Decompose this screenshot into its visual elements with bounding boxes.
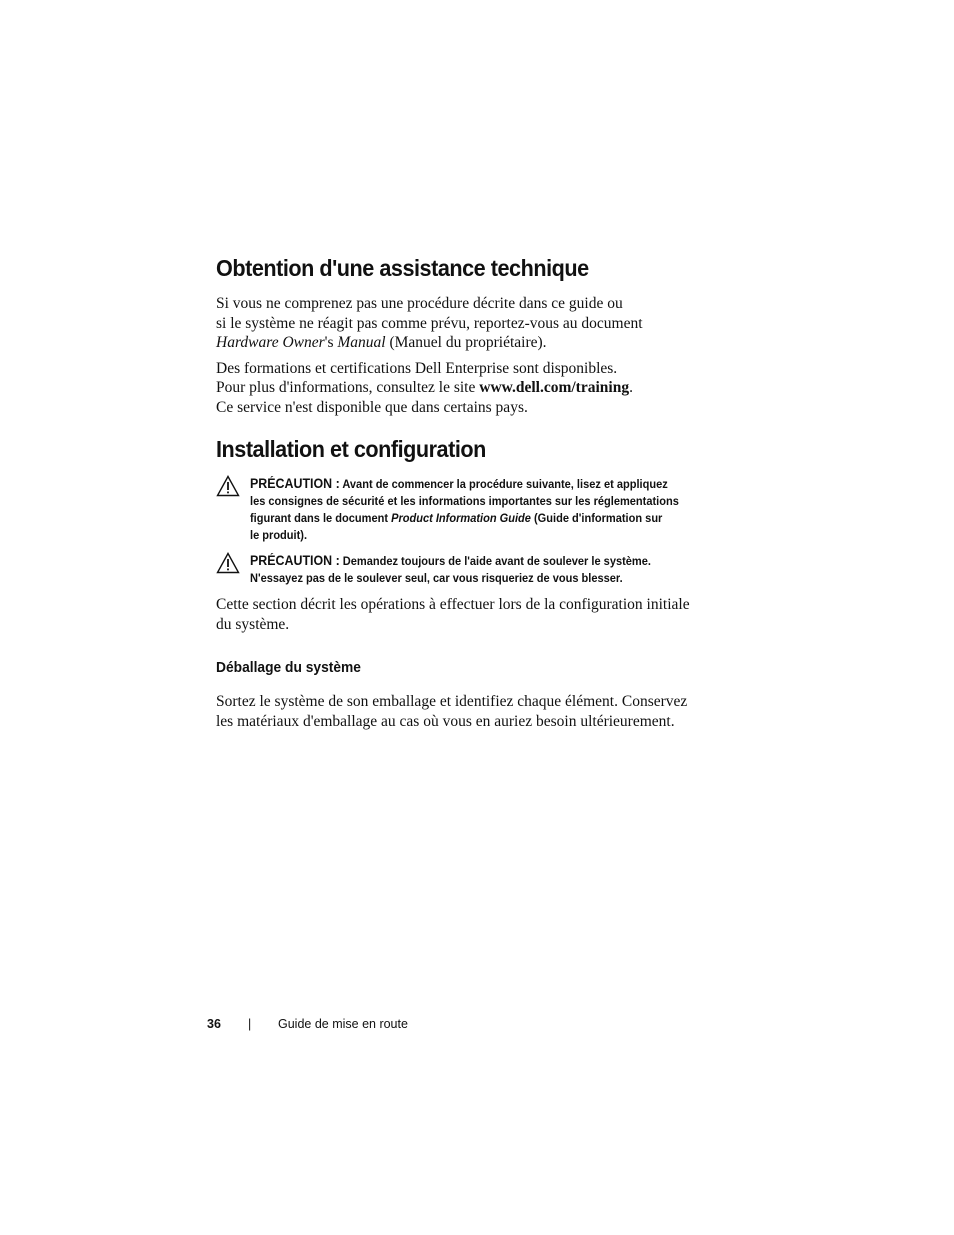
text-line: le produit). bbox=[250, 528, 308, 542]
guide-title-italic: Product Information Guide bbox=[391, 511, 531, 525]
manual-title-italic: Hardware Owner bbox=[216, 334, 325, 351]
text-fragment: (Guide d'information sur bbox=[530, 511, 663, 525]
text-fragment: figurant dans le document bbox=[250, 511, 392, 525]
installation-paragraph bbox=[216, 595, 736, 634]
manual-title-italic: Manual bbox=[337, 334, 386, 351]
text-fragment: Avant de commencer la procédure suivante, lisez et appliquez bbox=[339, 477, 668, 491]
text-line bbox=[250, 510, 697, 527]
text-line: si le système ne réagit pas comme prévu, reportez-vous au document bbox=[216, 314, 643, 332]
text-line: Sortez le système de son emballage et identifiez chaque élément. Conservez bbox=[216, 693, 688, 710]
text-line bbox=[250, 552, 697, 570]
page-number: 36 bbox=[207, 1017, 221, 1031]
footer-doc-title: Guide de mise en route bbox=[278, 1017, 408, 1031]
text-line: Si vous ne comprenez pas une procédure décrite dans ce guide ou bbox=[216, 295, 623, 312]
text-fragment: . bbox=[629, 379, 633, 396]
assistance-paragraph-2 bbox=[216, 359, 736, 418]
caution-label: PRÉCAUTION : bbox=[250, 553, 340, 568]
text-line: Des formations et certifications Dell Enterprise sont disponibles. bbox=[216, 359, 618, 377]
caution-block-2 bbox=[216, 552, 736, 587]
text-fragment: Demandez toujours de l'aide avant de soulever le système. bbox=[339, 554, 651, 568]
assistance-paragraph-1 bbox=[216, 294, 736, 353]
text-fragment: 's bbox=[324, 334, 338, 351]
text-fragment: (Manuel du propriétaire). bbox=[385, 334, 547, 351]
text-line: Cette section décrit les opérations à effectuer lors de la configuration initiale bbox=[216, 596, 690, 613]
caution-block-1 bbox=[216, 475, 736, 544]
text-line bbox=[216, 333, 736, 353]
text-line: Ce service n'est disponible que dans certains pays. bbox=[216, 398, 528, 416]
page-content bbox=[216, 254, 736, 737]
warning-triangle-icon bbox=[216, 475, 240, 497]
caution-label: PRÉCAUTION : bbox=[250, 476, 340, 491]
text-line: les consignes de sécurité et les informations importantes sur les réglementations bbox=[250, 494, 679, 508]
text-line bbox=[216, 378, 736, 398]
text-line: du système. bbox=[216, 615, 290, 633]
text-line bbox=[250, 475, 697, 493]
section-title-installation: Installation et configuration bbox=[216, 436, 486, 462]
section-title-assistance: Obtention d'une assistance technique bbox=[216, 255, 589, 281]
text-fragment: Pour plus d'informations, consultez le site bbox=[216, 379, 480, 396]
text-line: N'essayez pas de le soulever seul, car vous risqueriez de vous blesser. bbox=[250, 571, 623, 585]
deballage-paragraph bbox=[216, 692, 736, 731]
subsection-title-deballage: Déballage du système bbox=[216, 659, 361, 676]
footer-separator: | bbox=[248, 1017, 252, 1031]
text-line: les matériaux d'emballage au cas où vous en auriez besoin ultérieurement. bbox=[216, 712, 675, 730]
warning-triangle-icon bbox=[216, 552, 240, 574]
training-link[interactable]: www.dell.com/training bbox=[479, 379, 630, 396]
